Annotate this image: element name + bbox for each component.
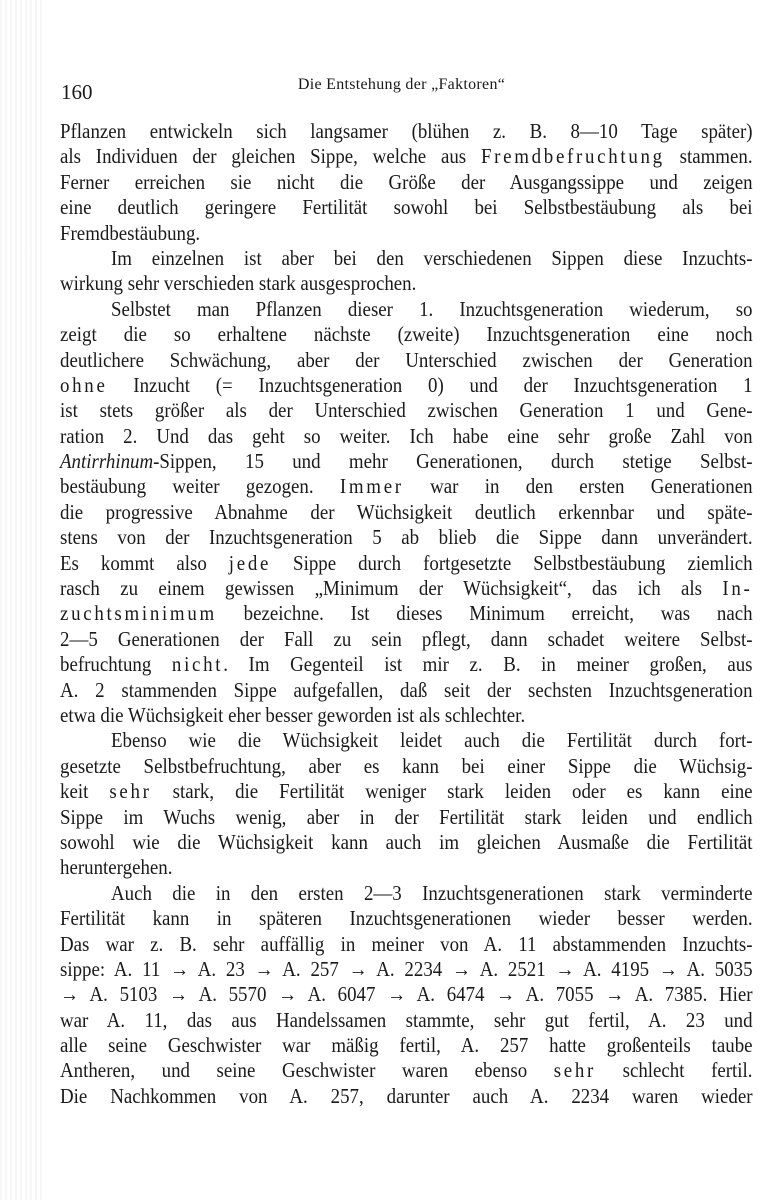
text-line (60, 601, 752, 626)
text-line (60, 398, 752, 423)
text-run: Selbstet man Pflanzen dieser 1. Inzuchtsgeneration wiederum, so (111, 296, 753, 321)
text-line (60, 373, 752, 398)
text-line (60, 322, 752, 347)
text-line (60, 449, 752, 474)
body-text (60, 119, 752, 1109)
text-run: alle seine Geschwister war mäßig fertil, A. 257 hatte großenteils taube (60, 1033, 753, 1058)
text-line (60, 474, 752, 499)
text-line-content (60, 1033, 753, 1058)
text-line-content (60, 322, 753, 347)
italic-term: Antirrhinum (60, 449, 154, 474)
text-line (60, 170, 752, 195)
text-line-content (60, 221, 753, 246)
text-line-content (60, 576, 753, 601)
text-line-content (60, 754, 753, 779)
emphasized-text: sehr (553, 1058, 597, 1083)
text-line-content (60, 805, 753, 830)
text-line-content (60, 1008, 753, 1033)
text-line-content (60, 830, 753, 855)
text-line (60, 271, 752, 296)
text-run: stammen. (664, 144, 753, 169)
text-run: -Sippen, 15 und mehr Generationen, durch stetige Selbst- (153, 449, 753, 474)
running-head: Die Entstehung der „Faktoren“ (297, 76, 506, 93)
text-run: 2—5 Generationen der Fall zu sein pflegt, dann schadet weitere Selbst- (60, 626, 753, 651)
text-line-content (60, 779, 753, 804)
text-line-content (60, 855, 753, 880)
emphasized-text: ohne (60, 372, 108, 397)
text-run: rasch zu einem gewissen „Minimum der Wüchsigkeit“, das ich als (60, 576, 723, 601)
text-line (60, 576, 752, 601)
text-line (60, 119, 752, 144)
text-line (60, 754, 752, 779)
text-run: keit (60, 779, 110, 804)
text-line-content (60, 1084, 753, 1109)
text-run: Fremdbestäubung. (60, 220, 201, 245)
text-line (60, 805, 752, 830)
text-line (60, 728, 752, 753)
text-line (60, 297, 752, 322)
text-line (60, 1084, 752, 1109)
text-line-content (60, 449, 753, 474)
emphasized-text: Immer (339, 474, 404, 499)
text-line (60, 982, 752, 1007)
text-run: heruntergehen. (60, 855, 173, 880)
text-run: eine deutlich geringere Fertilität sowohl bei Selbstbestäubung als bei (60, 195, 753, 220)
text-line-content (60, 627, 753, 652)
text-run: schlecht fertil. (596, 1058, 753, 1083)
text-line (60, 779, 752, 804)
text-run: Ferner erreichen sie nicht die Größe der Ausgangssippe und zeigen (60, 169, 753, 194)
text-run: Ebenso wie die Wüchsigkeit leidet auch die Fertilität durch fort- (111, 728, 753, 753)
emphasized-text: Fremdbefruchtung (480, 144, 665, 169)
text-line-content (60, 474, 753, 499)
text-run: A. 2 stammenden Sippe aufgefallen, daß seit der sechsten Inzuchtsgeneration (60, 677, 753, 702)
text-line-content (60, 678, 753, 703)
text-run: war in den ersten Generationen (403, 474, 753, 499)
text-line-content (60, 398, 753, 423)
text-run: Inzucht (= Inzuchtsgeneration 0) und der Inzuchtsgeneration 1 (107, 372, 753, 397)
text-line (60, 221, 752, 246)
text-line-content (60, 424, 753, 449)
text-run: befruchtung (60, 652, 172, 677)
text-run: → A. 5103 → A. 5570 → A. 6047 → A. 6474 → A. 7055 → A. 7385. Hier (60, 982, 753, 1007)
text-line-content (60, 195, 753, 220)
text-line (60, 1058, 752, 1083)
text-run: bestäubung weiter gezogen. (60, 474, 340, 499)
text-run: bezeichne. Ist dieses Minimum erreicht, was nach (216, 601, 753, 626)
text-run: ist stets größer als der Unterschied zwischen Generation 1 und Gene- (60, 398, 753, 423)
text-line-content (111, 881, 753, 906)
text-line-content (60, 652, 753, 677)
text-run: Das war z. B. sehr auffällig in meiner von A. 11 abstammenden Inzuchts- (60, 931, 753, 956)
text-run: Auch die in den ersten 2—3 Inzuchtsgenerationen stark verminderte (111, 880, 753, 905)
text-run: etwa die Wüchsigkeit eher besser geworden ist als schlechter. (60, 702, 526, 727)
text-run: die progressive Abnahme der Wüchsigkeit deutlich erkennbar und späte- (60, 499, 753, 524)
text-run: ration 2. Und das geht so weiter. Ich habe eine sehr große Zahl von (60, 423, 753, 448)
text-line (60, 1008, 752, 1033)
text-run: Sippe durch fortgesetzte Selbstbestäubung ziemlich (271, 550, 753, 575)
text-line-content (60, 551, 753, 576)
text-line-content (60, 932, 753, 957)
text-line-content (60, 601, 753, 626)
text-line (60, 830, 752, 855)
emphasized-text: In- (722, 576, 753, 601)
text-line (60, 627, 752, 652)
text-run: Fertilität kann in späteren Inzuchtsgenerationen wieder besser werden. (60, 906, 753, 931)
text-run: wirkung sehr verschieden stark ausgesprochen. (60, 271, 417, 296)
text-line (60, 195, 752, 220)
text-run: Antheren, und seine Geschwister waren ebenso (60, 1058, 554, 1083)
text-run: als Individuen der gleichen Sippe, welche aus (60, 144, 481, 169)
text-line-content (111, 297, 753, 322)
text-line-content (60, 703, 753, 728)
text-line (60, 500, 752, 525)
text-line (60, 144, 752, 169)
text-line (60, 246, 752, 271)
text-run: zeigt die so erhaltene nächste (zweite) Inzuchtsgeneration eine noch (60, 322, 753, 347)
text-line-content (60, 144, 753, 169)
text-run: stens von der Inzuchtsgeneration 5 ab blieb die Sippe dann unverändert. (60, 525, 753, 550)
text-run: sippe: A. 11 → A. 23 → A. 257 → A. 2234 → A. 2521 → A. 4195 → A. 5035 (60, 956, 753, 981)
text-line-content (60, 1058, 753, 1083)
text-line (60, 703, 752, 728)
text-line-content (111, 728, 753, 753)
text-run: deutlichere Schwächung, aber der Unterschied zwischen der Generation (60, 347, 753, 372)
text-run: Die Nachkommen von A. 257, darunter auch A. 2234 waren wieder (60, 1083, 753, 1108)
text-line (60, 906, 752, 931)
text-line-content (60, 982, 753, 1007)
text-line-content (60, 119, 753, 144)
text-run: stark, die Fertilität weniger stark leiden oder es kann eine (151, 779, 753, 804)
scan-margin-noise (0, 0, 45, 1200)
text-line (60, 424, 752, 449)
text-line (60, 855, 752, 880)
text-line (60, 525, 752, 550)
text-line (60, 1033, 752, 1058)
text-line-content (60, 271, 753, 296)
text-line-content (111, 246, 753, 271)
text-line (60, 881, 752, 906)
emphasized-text: sehr (109, 779, 152, 804)
emphasized-text: jede (228, 550, 272, 575)
text-line (60, 678, 752, 703)
text-run: Sippe im Wuchs wenig, aber in der Fertilität stark leiden und endlich (60, 804, 753, 829)
text-run: Es kommt also (60, 550, 229, 575)
text-line-content (60, 348, 753, 373)
text-line-content (60, 906, 753, 931)
text-line (60, 652, 752, 677)
text-run: Pflanzen entwickeln sich langsamer (blühen z. B. 8—10 Tage später) (60, 119, 753, 143)
text-line (60, 957, 752, 982)
text-run: sowohl wie die Wüchsigkeit kann auch im gleichen Ausmaße die Fertilität (60, 829, 753, 854)
text-line (60, 932, 752, 957)
text-line-content (60, 373, 753, 398)
text-run: gesetzte Selbstbefruchtung, aber es kann bei einer Sippe die Wüchsig- (60, 753, 753, 778)
text-line-content (60, 500, 753, 525)
text-line-content (60, 957, 753, 982)
emphasized-text: zuchtsminimum (60, 601, 217, 626)
text-line-content (60, 525, 753, 550)
page-number: 160 (61, 80, 93, 104)
emphasized-text: nicht (171, 652, 224, 677)
text-line (60, 551, 752, 576)
text-run: . Im Gegenteil ist mir z. B. in meiner großen, aus (223, 652, 753, 677)
text-line-content (60, 170, 753, 195)
text-line (60, 348, 752, 373)
text-run: war A. 11, das aus Handelssamen stammte, sehr gut fertil, A. 23 und (60, 1007, 753, 1032)
text-run: Im einzelnen ist aber bei den verschiedenen Sippen diese Inzuchts- (111, 245, 753, 270)
